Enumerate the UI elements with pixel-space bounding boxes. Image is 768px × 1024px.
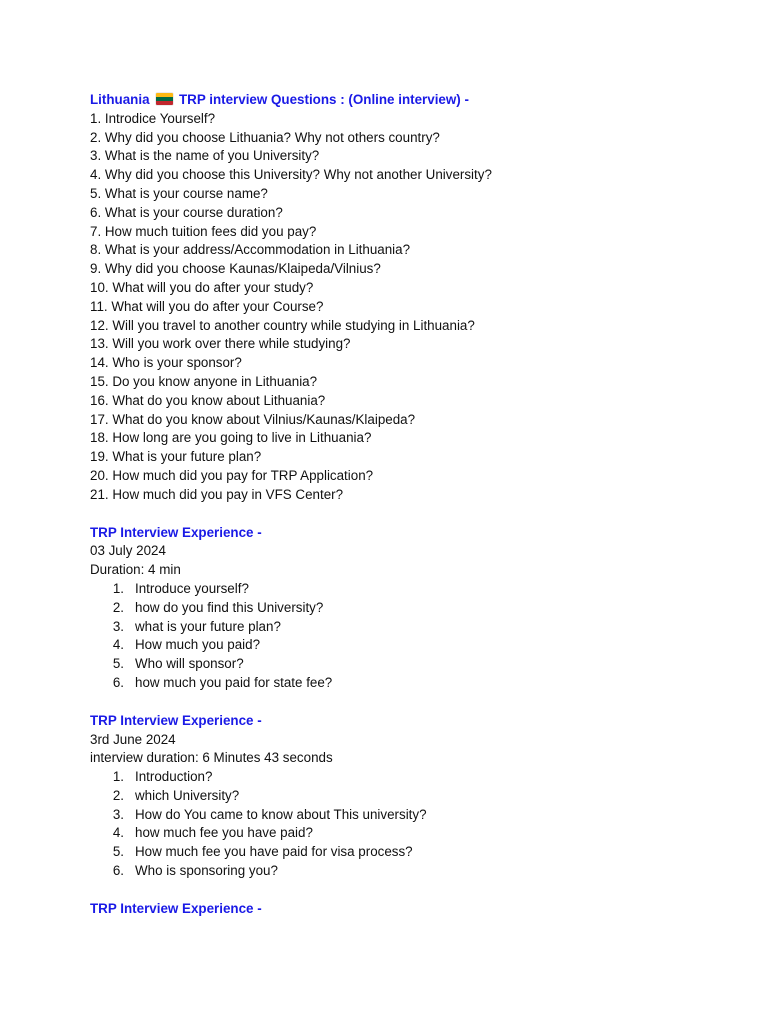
question-item: 8. What is your address/Accommodation in Lithuania? xyxy=(90,242,411,258)
list-item xyxy=(90,806,730,825)
list-item xyxy=(90,787,730,806)
experience-duration: Duration: 4 min xyxy=(90,562,181,578)
list-item xyxy=(90,599,730,618)
title-country: Lithuania xyxy=(90,92,150,107)
experience-question-list xyxy=(90,768,730,881)
question-item: 7. How much tuition fees did you pay? xyxy=(90,223,317,239)
list-item xyxy=(90,580,730,599)
list-text: Introduce yourself? xyxy=(135,580,249,596)
list-text: Who is sponsoring you? xyxy=(135,863,278,879)
question-item: 3. What is the name of you University? xyxy=(90,148,320,164)
experience-section xyxy=(90,900,730,919)
question-item: 13. Will you work over there while studying? xyxy=(90,336,351,352)
list-item xyxy=(90,768,730,787)
question-item: 12. Will you travel to another country while studying in Lithuania? xyxy=(90,317,475,333)
list-number: 1. xyxy=(112,580,124,596)
list-text: how much fee you have paid? xyxy=(135,825,313,841)
experience-date: 3rd June 2024 xyxy=(90,731,176,747)
question-item: 11. What will you do after your Course? xyxy=(90,298,324,314)
list-text: how much you paid for state fee? xyxy=(135,674,333,690)
question-item: 10. What will you do after your study? xyxy=(90,279,314,295)
list-item xyxy=(90,655,730,674)
question-item: 4. Why did you choose this University? Why not another University? xyxy=(90,167,492,183)
list-item xyxy=(90,618,730,637)
list-item xyxy=(90,862,730,881)
list-text: How much fee you have paid for visa process? xyxy=(135,844,413,860)
list-text: how do you find this University? xyxy=(135,599,324,615)
list-number: 5. xyxy=(112,844,124,860)
question-item: 9. Why did you choose Kaunas/Klaipeda/Vilnius? xyxy=(90,261,381,277)
list-number: 4. xyxy=(112,637,124,653)
list-item xyxy=(90,674,730,693)
list-text: How do You came to know about This university? xyxy=(135,806,427,822)
question-item: 14. Who is your sponsor? xyxy=(90,355,242,371)
lithuania-flag-icon xyxy=(156,93,173,105)
question-item: 17. What do you know about Vilnius/Kaunas/Klaipeda? xyxy=(90,411,416,427)
question-item: 20. How much did you pay for TRP Application? xyxy=(90,467,374,483)
question-item: 18. How long are you going to live in Lithuania? xyxy=(90,430,372,446)
experience-duration: interview duration: 6 Minutes 43 seconds xyxy=(90,750,333,766)
question-item: 19. What is your future plan? xyxy=(90,449,262,465)
list-number: 6. xyxy=(112,863,124,879)
question-item: 2. Why did you choose Lithuania? Why not others country? xyxy=(90,129,440,145)
question-item: 1. Introdice Yourself? xyxy=(90,110,216,126)
experience-question-list xyxy=(90,580,730,693)
list-text: How much you paid? xyxy=(135,637,261,653)
experience-date: 03 July 2024 xyxy=(90,543,166,559)
experience-section xyxy=(90,712,730,881)
question-item: 5. What is your course name? xyxy=(90,185,268,201)
list-number: 3. xyxy=(112,618,124,634)
title-text: TRP interview Questions : (Online interview) - xyxy=(178,92,469,107)
experience-section xyxy=(90,524,730,693)
question-item: 16. What do you know about Lithuania? xyxy=(90,392,326,408)
list-item xyxy=(90,824,730,843)
document-title xyxy=(90,91,730,110)
list-item xyxy=(90,843,730,862)
list-text: Who will sponsor? xyxy=(135,656,244,672)
list-number: 2. xyxy=(112,787,124,803)
list-number: 2. xyxy=(112,599,124,615)
experience-heading: TRP Interview Experience - xyxy=(90,712,262,728)
list-number: 5. xyxy=(112,656,124,672)
experience-heading: TRP Interview Experience - xyxy=(90,524,262,540)
question-item: 21. How much did you pay in VFS Center? xyxy=(90,486,344,502)
question-item: 6. What is your course duration? xyxy=(90,204,283,220)
list-number: 1. xyxy=(112,769,124,785)
list-text: what is your future plan? xyxy=(135,618,281,634)
list-text: Introduction? xyxy=(135,769,213,785)
list-text: which University? xyxy=(135,787,240,803)
document-page xyxy=(90,91,730,919)
experience-heading: TRP Interview Experience - xyxy=(90,900,262,916)
list-number: 6. xyxy=(112,674,124,690)
list-number: 3. xyxy=(112,806,124,822)
question-item: 15. Do you know anyone in Lithuania? xyxy=(90,373,318,389)
questions-list xyxy=(90,110,730,505)
list-number: 4. xyxy=(112,825,124,841)
list-item xyxy=(90,636,730,655)
